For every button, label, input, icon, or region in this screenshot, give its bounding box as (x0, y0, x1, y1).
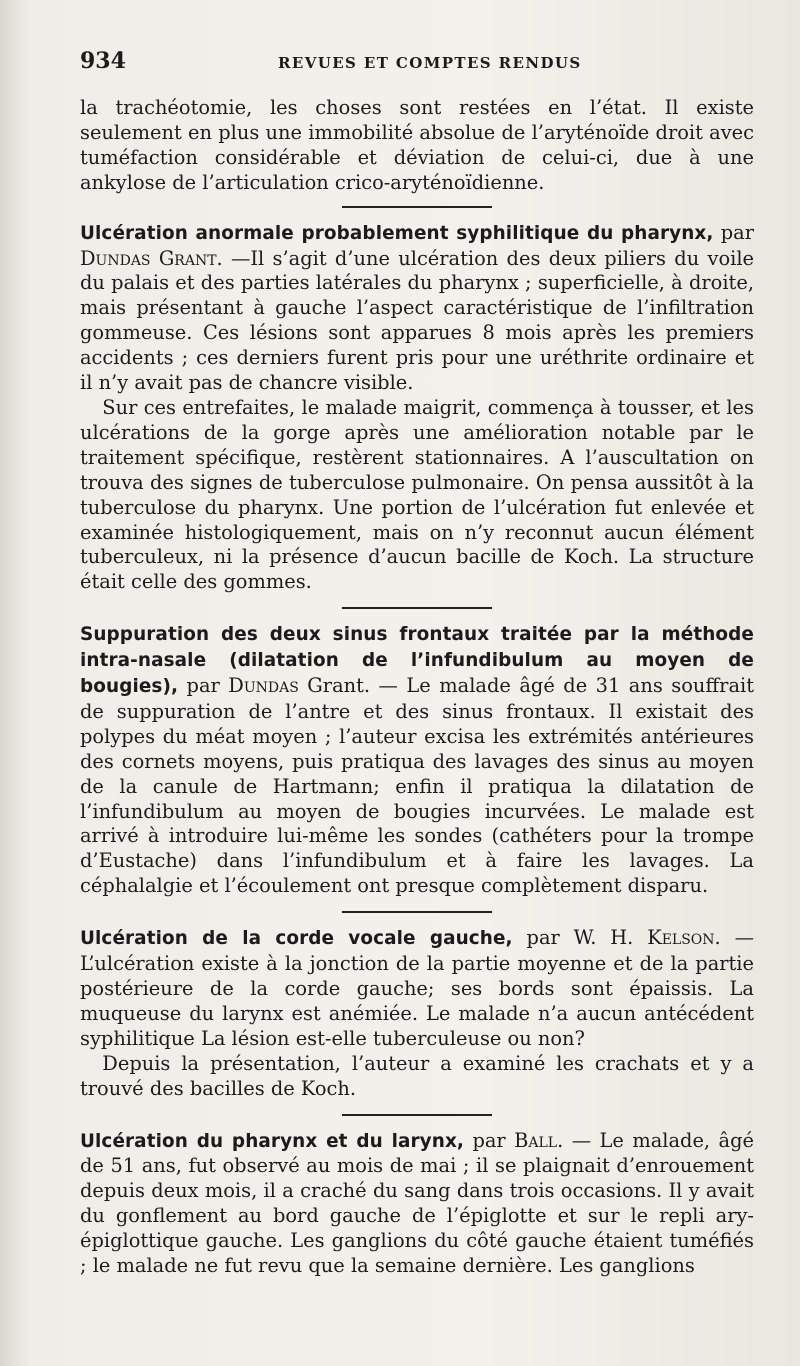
article-2-first-paragraph (80, 622, 754, 899)
article-2-author: Dundas (228, 674, 299, 698)
article-1-heading: Ulcération anormale probablement syphilitique du pharynx, (80, 222, 714, 244)
article-4-by: par (464, 1128, 515, 1152)
article-1-by: par (713, 220, 754, 244)
article-3-first-paragraph (80, 926, 754, 1052)
article-3-by: par W. H. (512, 926, 648, 950)
article-1-text: —Il s’agit d’une ulcération des deux piliers du voile du palais et des parties latérales du pharynx ; superficielle, à droite, mais présentant à gauche l’aspect caractéristique de l’infiltration gommeuse. Ces lésions sont apparues 8 mois après les premiers accidents ; ces derniers furent pris pour une uréthrite ordinaire et il n’y avait pas de chancre visible. (80, 246, 755, 395)
article-1-second-paragraph: Sur ces entrefaites, le malade maigrit, commença à tousser, et les ulcérations de la gorge après une amélioration notable par le traitement spécifique, restèrent stationnaires. A l’auscultation on trouva des signes de tuberculose pulmonaire. On pensa aussitôt à la tuberculose du pharynx. Une portion de l’ulcération fut enlevée et examinée histologiquement, mais on n’y reconnut aucun élément tuberculeux, ni la présence d’aucun bacille de Koch. La structure était celle des gommes. (80, 395, 754, 594)
article-1-first-paragraph (80, 221, 754, 396)
running-head-title: REVUES ET COMPTES RENDUS (278, 54, 582, 72)
section-divider (342, 911, 492, 913)
article-2-author-rest: Grant. (298, 674, 371, 698)
article-3-author: Kelson. (647, 926, 721, 950)
article-4-text: — Le malade, âgé de 51 ans, fut observé au mois de mai ; il se plaignait d’enrouement depuis deux mois, il a craché du sang dans trois occasions. Il y avait du gonflement au bord gauche de l’épiglotte et sur le repli ary-épiglottique gauche. Les ganglions du côté gauche étaient tuméfiés ; le malade ne fut revu que la semaine dernière. Les ganglions (80, 1128, 754, 1278)
section-divider (342, 1114, 492, 1116)
article-4-first-paragraph (80, 1129, 754, 1279)
article-3-heading: Ulcération de la corde vocale gauche, (80, 928, 513, 950)
running-head (80, 48, 754, 78)
article-2-heading: Suppuration des deux sinus frontaux traitée par la méthode intra-nasale (dilatation de l’infundibulum au moyen de bougies), (80, 624, 754, 698)
section-divider (342, 206, 492, 208)
article-4-heading: Ulcération du pharynx et du larynx, (80, 1130, 464, 1152)
article-3-second-paragraph: Depuis la présentation, l’auteur a examiné les crachats et y a trouvé des bacilles de Koch. (80, 1051, 754, 1100)
continuation-paragraph: la trachéotomie, les choses sont restées en l’état. Il existe seulement en plus une immobilité absolue de l’aryténoïde droit avec tuméfaction considérable et déviation de celui-ci, due à une ankylose de l’articulation crico-aryténoïdienne. (80, 96, 754, 194)
article-3-text: — L’ulcération existe à la jonction de la partie moyenne et de la partie postérieure de la corde gauche; ses bords sont épaissis. La muqueuse du larynx est anémiée. Le malade n’a aucun antécédent syphilitique La lésion est-elle tuberculeuse ou non? (80, 926, 754, 1050)
article-1-author: Dundas Grant. (80, 246, 223, 270)
article-4-author: Ball. (514, 1128, 564, 1152)
article-2-by: par (178, 674, 229, 698)
section-divider (342, 607, 492, 609)
article-2-text: — Le malade âgé de 31 ans souffrait de suppuration de l’antre et des sinus frontaux. Il existait des polypes du méat moyen ; l’auteur excisa les extrémités antérieures des cornets moyens, puis pratiqua des lavages des sinus au moyen de la canule de Hartmann; enfin il pratiqua la dilatation de l’infundibulum au moyen de bougies incurvées. Le malade est arrivé à introduire lui-même les sondes (cathéters pour la trompe d’Eustache) dans l’infundibulum et à faire les lavages. La céphalalgie et l’écoulement ont presque complètement disparu. (80, 674, 754, 898)
page-number: 934 (80, 48, 126, 74)
